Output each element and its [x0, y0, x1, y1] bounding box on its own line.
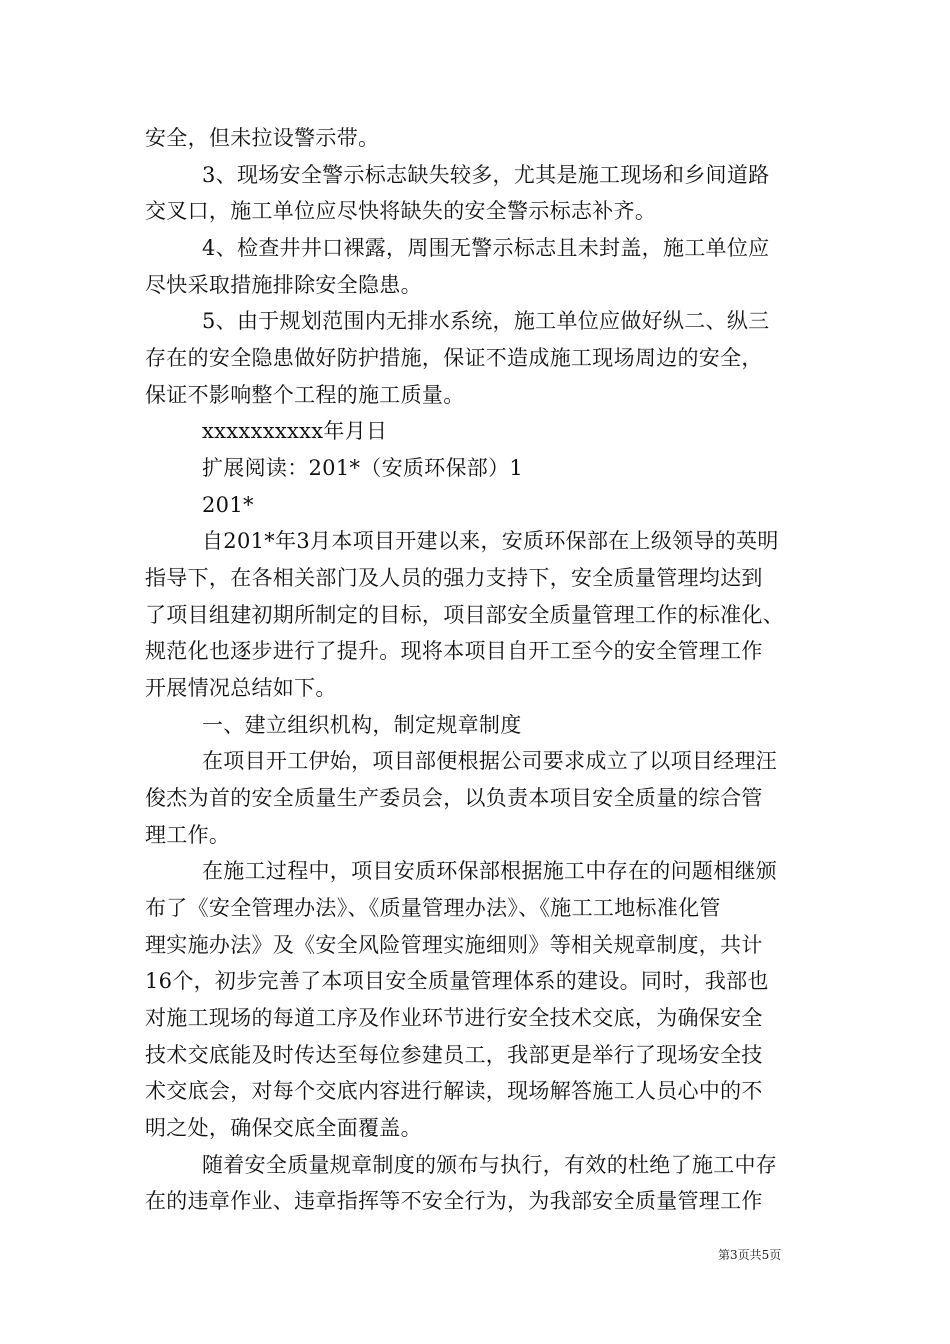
text-line: 201* — [202, 493, 254, 517]
text-line: 16个，初步完善了本项目安全质量管理体系的建设。同时，我部也 — [145, 969, 769, 993]
text-line: 尽快采取措施排除安全隐患。 — [145, 273, 422, 297]
text-line: 了项目组建初期所制定的目标，项目部安全质量管理工作的标准化、 — [145, 603, 784, 627]
text-line: 保证不影响整个工程的施工质量。 — [145, 383, 465, 407]
text-line: 术交底会，对每个交底内容进行解读，现场解答施工人员心中的不 — [145, 1079, 763, 1103]
text-line: 在的违章作业、违章指挥等不安全行为，为我部安全质量管理工作 — [145, 1189, 763, 1213]
text-line: 规范化也逐步进行了提升。现将本项目自开工至今的安全管理工作 — [145, 639, 763, 663]
text-line: 交叉口，施工单位应尽快将缺失的安全警示标志补齐。 — [145, 199, 657, 223]
text-line: 4、检查井井口裸露，周围无警示标志且未封盖，施工单位应 — [202, 236, 770, 260]
text-line: 在项目开工伊始，项目部便根据公司要求成立了以项目经理汪 — [202, 749, 778, 773]
text-line: 安全，但未拉设警示带。 — [145, 126, 380, 150]
signature-date-line: xxxxxxxxxx年月日 — [202, 419, 388, 443]
text-line: 明之处，确保交底全面覆盖。 — [145, 1116, 422, 1140]
text-line: 3、现场安全警示标志缺失较多，尤其是施工现场和乡间道路 — [202, 163, 770, 187]
text-line: 5、由于规划范围内无排水系统，施工单位应做好纵二、纵三 — [202, 309, 770, 333]
text-line: 存在的安全隐患做好防护措施，保证不造成施工现场周边的安全， — [145, 346, 763, 370]
text-line: 指导下，在各相关部门及人员的强力支持下，安全质量管理均达到 — [145, 566, 763, 590]
text-line: 理工作。 — [145, 823, 231, 847]
text-line: 对施工现场的每道工序及作业环节进行安全技术交底，为确保安全 — [145, 1006, 763, 1030]
text-line: 俊杰为首的安全质量生产委员会，以负责本项目安全质量的综合管 — [145, 786, 763, 810]
page-number-footer: 第3页共5页 — [718, 1248, 782, 1262]
text-line: 技术交底能及时传达至每位参建员工，我部更是举行了现场安全技 — [145, 1043, 763, 1067]
text-line: 布了《安全管理办法》、《质量管理办法》、《施工工地标准化管 — [145, 896, 721, 920]
text-line: 在施工过程中，项目安质环保部根据施工中存在的问题相继颁 — [202, 859, 778, 883]
text-line: 随着安全质量规章制度的颁布与执行，有效的杜绝了施工中存 — [202, 1153, 778, 1177]
extended-reading-title: 扩展阅读：201*（安质环保部）1 — [202, 456, 524, 480]
section-heading: 一、建立组织机构，制定规章制度 — [202, 713, 522, 737]
text-line: 理实施办法》及《安全风险管理实施细则》等相关规章制度，共计 — [145, 933, 763, 957]
text-line: 自201*年3月本项目开建以来，安质环保部在上级领导的英明 — [202, 529, 779, 553]
text-line: 开展情况总结如下。 — [145, 676, 337, 700]
